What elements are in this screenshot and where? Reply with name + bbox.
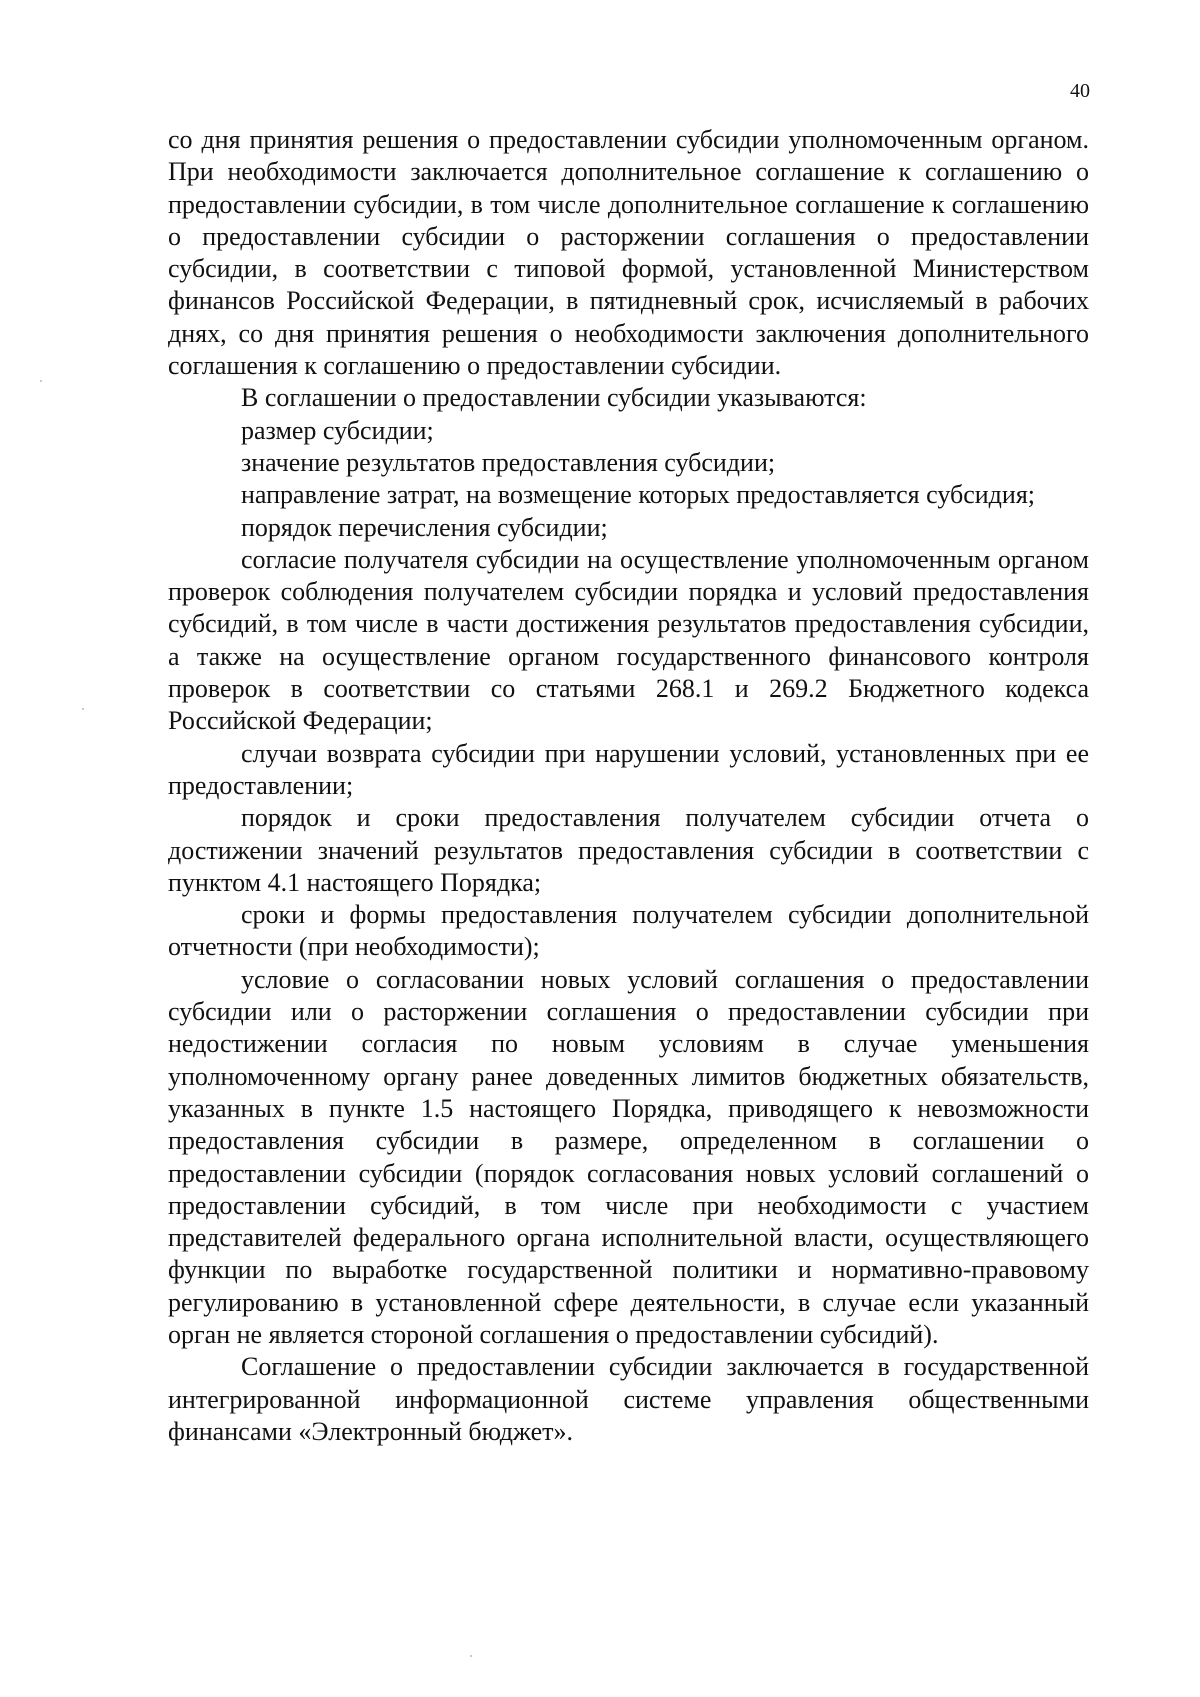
list-item-subsidy-amount: размер субсидии; — [241, 415, 434, 445]
scan-speck — [82, 708, 84, 710]
list-item-recipient-consent: согласие получателя субсидии на осуществление уполномоченным органом проверок соблюдения получателем субсидии порядка и условий предоставления субсидий, в том числе в части достижения результатов предоставления субсидии, а также на осуществление органом государственного финансового контроля проверок в соответствии со статьями 268.1 и 269.2 Бюджетного кодекса Российской Федерации; — [168, 544, 1089, 736]
scan-speck — [470, 1655, 472, 1657]
paragraph-agreement-intro: В соглашении о предоставлении субсидии указываются: — [241, 383, 867, 413]
document-body — [168, 124, 1089, 1448]
list-item-report-procedure: порядок и сроки предоставления получателем субсидии отчета о достижении значений результатов предоставления субсидии в соответствии с пунктом 4.1 настоящего Порядка; — [168, 803, 1089, 897]
list-item-new-terms-condition: условие о согласовании новых условий соглашения о предоставлении субсидии или о расторжении соглашения о предоставлении субсидии при недостижении согласия по новым условиям в случае уменьшения уполномоченному органу ранее доведенных лимитов бюджетных обязательств, указанных в пункте 1.5 настоящего Порядка, приводящего к невозможности предоставления субсидии в размере, определенном в соглашении о предоставлении субсидии (порядок согласования новых условий соглашений о предоставлении субсидий, в том числе при необходимости с участием представителей федерального органа исполнительной власти, осуществляющего функции по выработке государственной политики и нормативно-правовому регулированию в установленной сфере деятельности, в случае если указанный орган не является стороной соглашения о предоставлении субсидий). — [168, 964, 1089, 1349]
paragraph-continuation: со дня принятия решения о предоставлении субсидии уполномоченным органом. При необходимости заключается дополнительное соглашение к соглашению о предоставлении субсидии, в том числе дополнительное соглашение к соглашению о предоставлении субсидии о расторжении соглашения о предоставлении субсидии, в соответствии с типовой формой, установленной Министерством финансов Российской Федерации, в пятидневный срок, исчисляемый в рабочих днях, со дня принятия решения о необходимости заключения дополнительного соглашения к соглашению о предоставлении субсидии. — [168, 125, 1089, 381]
scan-speck — [40, 380, 42, 382]
list-item-result-values: значение результатов предоставления субсидии; — [241, 447, 776, 477]
list-item-transfer-procedure: порядок перечисления субсидии; — [241, 512, 608, 542]
page-number: 40 — [1070, 80, 1090, 102]
list-item-cost-direction: направление затрат, на возмещение которых предоставляется субсидия; — [241, 480, 1036, 510]
list-item-additional-reporting: сроки и формы предоставления получателем субсидии дополнительной отчетности (при необходимости); — [168, 900, 1089, 962]
paragraph-electronic-budget: Соглашение о предоставлении субсидии заключается в государственной интегрированной информационной системе управления общественными финансами «Электронный бюджет». — [168, 1352, 1089, 1446]
list-item-refund-cases: случаи возврата субсидии при нарушении условий, установленных при ее предоставлении; — [168, 738, 1089, 800]
